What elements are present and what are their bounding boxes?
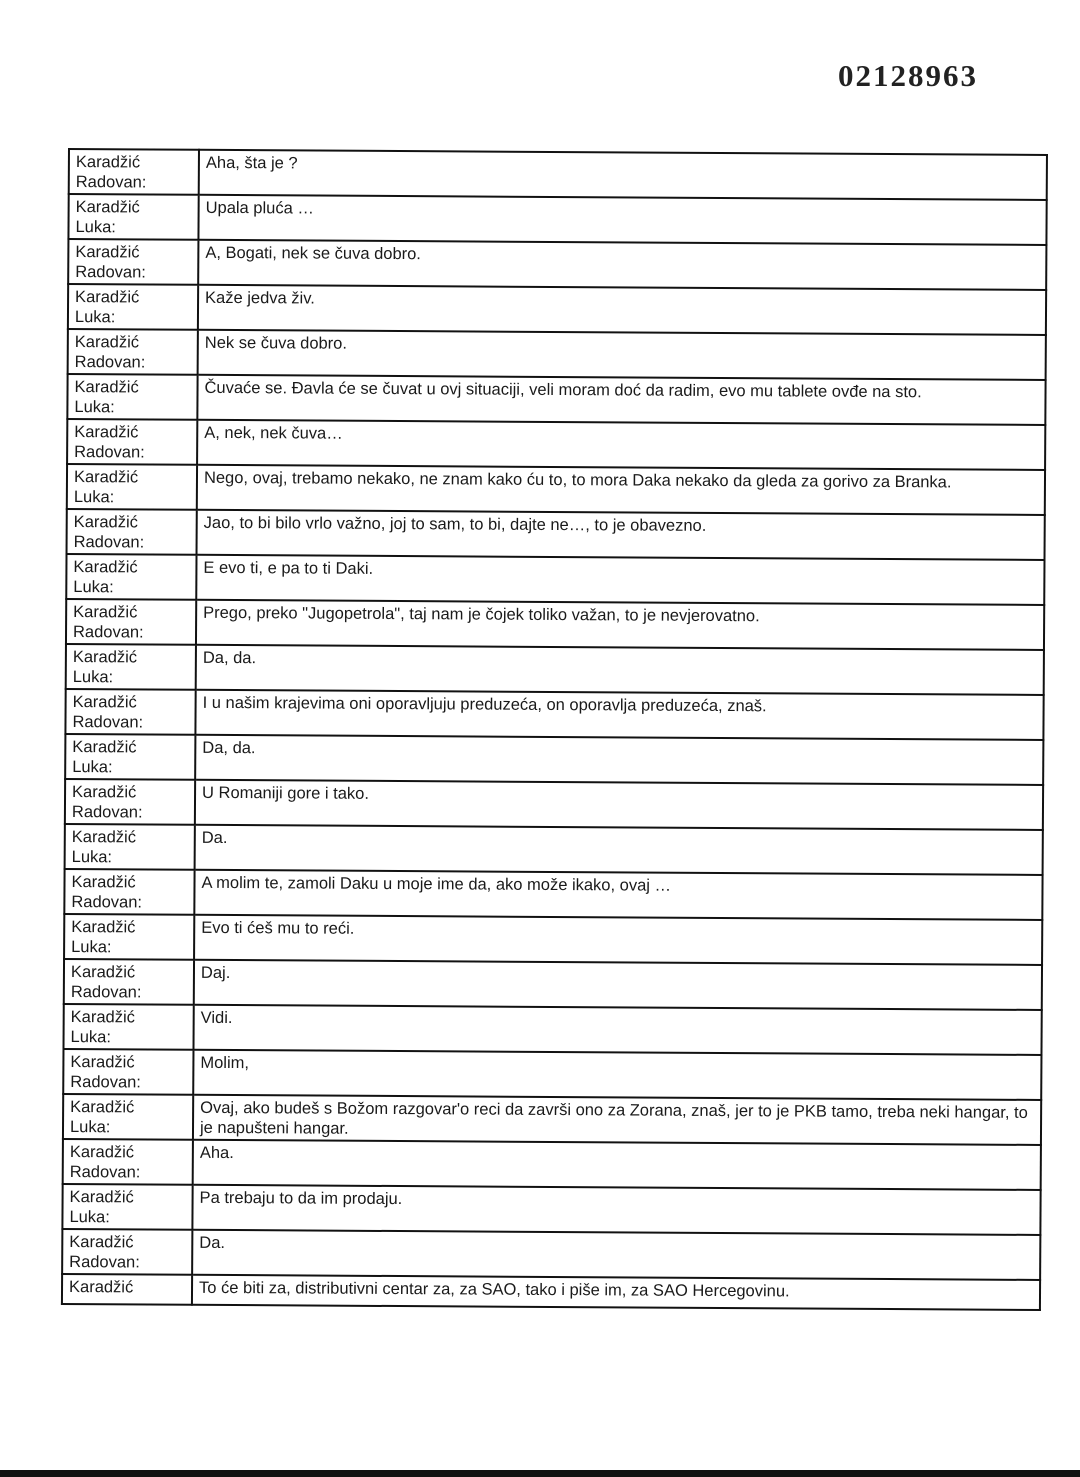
speaker-name: Luka: <box>72 668 114 687</box>
utterance-text: Evo ti ćeš mu to reći. <box>194 915 1042 965</box>
transcript-row <box>65 779 1043 830</box>
transcript-row <box>69 149 1047 200</box>
speaker-surname: Karadžić <box>72 738 137 757</box>
speaker-cell <box>67 374 197 420</box>
speaker-cell <box>67 464 197 510</box>
transcript-row <box>63 1004 1041 1055</box>
speaker-surname: Karadžić <box>73 468 139 487</box>
speaker-surname: Karadžić <box>70 1008 135 1027</box>
transcript-row <box>68 284 1046 335</box>
speaker-name: Radovan: <box>71 893 143 912</box>
speaker-name: Luka: <box>70 1028 111 1047</box>
utterance-text: Molim, <box>193 1050 1041 1100</box>
utterance-text: Da. <box>195 825 1043 875</box>
speaker-surname: Karadžić <box>70 1098 135 1117</box>
speaker-cell <box>65 824 195 870</box>
speaker-cell <box>63 1139 193 1185</box>
utterance-text: Čuvaće se. Đavla će se čuvat u ovj situaciji, veli moram doć da radim, evo mu tablete ovđe na sto. <box>197 375 1045 425</box>
utterance-text: E evo ti, e pa to ti Daki. <box>196 555 1044 605</box>
utterance-text: Da, da. <box>196 645 1044 695</box>
speaker-surname: Karadžić <box>75 198 140 217</box>
speaker-surname: Karadžić <box>74 378 139 397</box>
speaker-cell <box>65 779 195 825</box>
utterance-text: To će biti za, distributivni centar za, za SAO, tako i piše im, za SAO Hercegovinu. <box>192 1275 1040 1310</box>
speaker-name: Radovan: <box>72 623 144 642</box>
utterance-text: Da, da. <box>195 735 1043 785</box>
speaker-name: Radovan: <box>70 1073 141 1092</box>
speaker-name: Radovan: <box>73 533 145 552</box>
speaker-name: Luka: <box>72 758 113 777</box>
utterance-text: A, nek, nek čuva… <box>197 420 1045 470</box>
transcript-rows <box>62 149 1047 1310</box>
utterance-text: Vidi. <box>193 1005 1041 1055</box>
utterance-text: Nek se čuva dobro. <box>198 330 1046 380</box>
utterance-text: I u našim krajevima oni oporavljuju preduzeća, on oporavlja preduzeća, znaš. <box>195 690 1043 740</box>
speaker-cell <box>66 599 196 645</box>
utterance-text: Aha, šta je ? <box>199 150 1047 200</box>
utterance-text: Prego, preko "Jugopetrola", taj nam je čojek toliko važan, to je nevjerovatno. <box>196 600 1044 650</box>
speaker-surname: Karadžić <box>75 153 141 172</box>
transcript-row <box>68 329 1046 380</box>
speaker-cell <box>65 734 195 780</box>
transcript-row <box>62 1229 1040 1280</box>
transcript-row <box>62 1274 1040 1310</box>
speaker-cell <box>64 869 194 915</box>
transcript-row <box>62 1184 1040 1235</box>
transcript-row <box>63 1049 1041 1100</box>
speaker-surname: Karadžić <box>71 918 136 937</box>
speaker-name: Luka: <box>74 398 115 417</box>
speaker-name: Radovan: <box>71 803 143 822</box>
utterance-text: Aha. <box>193 1140 1041 1190</box>
speaker-surname: Karadžić <box>75 243 140 262</box>
utterance-text: Nego, ovaj, trebamo nekako, ne znam kako ću to, to mora Daka nekako da gleda za gorivo za Branka. <box>197 465 1045 515</box>
transcript-row <box>65 824 1043 875</box>
speaker-surname: Karadžić <box>71 828 137 847</box>
transcript-row <box>67 464 1045 515</box>
speaker-cell <box>67 509 197 555</box>
transcript-row <box>67 374 1045 425</box>
speaker-name: Luka: <box>75 218 116 237</box>
utterance-text: A, Bogati, nek se čuva dobro. <box>198 240 1046 290</box>
speaker-cell <box>66 554 196 600</box>
speaker-cell <box>64 914 194 960</box>
speaker-surname: Karadžić <box>71 873 136 892</box>
utterance-text: Da. <box>192 1230 1040 1280</box>
speaker-cell <box>62 1184 192 1230</box>
page-bottom-edge <box>0 1470 1080 1477</box>
utterance-text: U Romaniji gore i tako. <box>195 780 1043 830</box>
document-number: 02128963 <box>838 58 978 93</box>
speaker-name: Radovan: <box>74 353 146 372</box>
speaker-name: Luka: <box>71 938 112 957</box>
speaker-surname: Karadžić <box>73 603 138 622</box>
speaker-name: Luka: <box>69 1208 110 1227</box>
transcript-row <box>64 914 1042 965</box>
speaker-name: Luka: <box>74 308 116 327</box>
transcript-row <box>64 869 1042 920</box>
speaker-cell <box>65 689 195 735</box>
speaker-surname: Karadžić <box>69 1188 134 1207</box>
transcript-row <box>64 959 1042 1010</box>
utterance-text: Daj. <box>194 960 1042 1010</box>
speaker-cell <box>63 1049 193 1095</box>
speaker-surname: Karadžić <box>69 1233 134 1252</box>
transcript-row <box>65 689 1043 740</box>
speaker-cell <box>63 1094 193 1140</box>
speaker-name: Radovan: <box>69 1163 141 1182</box>
utterance-text: Upala pluća … <box>198 195 1046 245</box>
speaker-cell <box>64 959 194 1005</box>
transcript-row <box>68 239 1046 290</box>
transcript-row <box>65 734 1043 785</box>
speaker-surname: Karadžić <box>72 648 138 667</box>
speaker-surname: Karadžić <box>73 558 138 577</box>
speaker-surname: Karadžić <box>72 783 137 802</box>
speaker-surname: Karadžić <box>74 333 140 352</box>
speaker-surname: Karadžić <box>70 1053 135 1072</box>
speaker-cell <box>69 149 199 195</box>
speaker-name: Radovan: <box>75 263 146 282</box>
speaker-name: Luka: <box>69 1118 111 1137</box>
utterance-text: Pa trebaju to da im prodaju. <box>192 1185 1040 1235</box>
speaker-cell <box>66 644 196 690</box>
utterance-text: Jao, to bi bilo vrlo važno, joj to sam, to bi, dajte ne…, to je obavezno. <box>197 510 1045 560</box>
speaker-name: Radovan: <box>74 443 145 462</box>
speaker-cell <box>67 419 197 465</box>
transcript-table <box>61 148 1048 1311</box>
transcript-row <box>66 599 1044 650</box>
speaker-cell <box>63 1004 193 1050</box>
speaker-cell <box>62 1274 192 1305</box>
transcript-row <box>63 1094 1041 1145</box>
speaker-cell <box>68 329 198 375</box>
speaker-cell <box>68 239 198 285</box>
transcript-row <box>63 1139 1041 1190</box>
speaker-surname: Karadžić <box>72 693 137 712</box>
speaker-cell <box>68 194 198 240</box>
speaker-surname: Karadžić <box>70 963 136 982</box>
utterance-text: A molim te, zamoli Daku u moje ime da, ako može ikako, ovaj … <box>194 870 1042 920</box>
speaker-cell <box>68 284 198 330</box>
transcript-row <box>67 419 1045 470</box>
utterance-text: Ovaj, ako budeš s Božom razgovar'o reci da završi ono za Zorana, znaš, jer to je PKB tamo, treba neki hangar, to je napušteni hangar. <box>193 1095 1041 1145</box>
speaker-surname: Karadžić <box>68 1278 134 1297</box>
transcript-row <box>66 554 1044 605</box>
speaker-surname: Karadžić <box>69 1143 135 1162</box>
speaker-surname: Karadžić <box>74 423 139 442</box>
utterance-text: Kaže jedva živ. <box>198 285 1046 335</box>
speaker-name: Radovan: <box>69 1253 140 1272</box>
speaker-surname: Karadžić <box>73 513 138 532</box>
speaker-surname: Karadžić <box>75 288 140 307</box>
speaker-name: Radovan: <box>72 713 144 732</box>
transcript-row <box>66 644 1044 695</box>
speaker-name: Luka: <box>71 848 113 867</box>
transcript-row <box>67 509 1045 560</box>
speaker-name: Radovan: <box>70 983 142 1002</box>
transcript-row <box>68 194 1046 245</box>
speaker-name: Luka: <box>73 488 115 507</box>
speaker-name: Luka: <box>73 578 114 597</box>
speaker-cell <box>62 1229 192 1275</box>
speaker-name: Radovan: <box>75 173 147 192</box>
